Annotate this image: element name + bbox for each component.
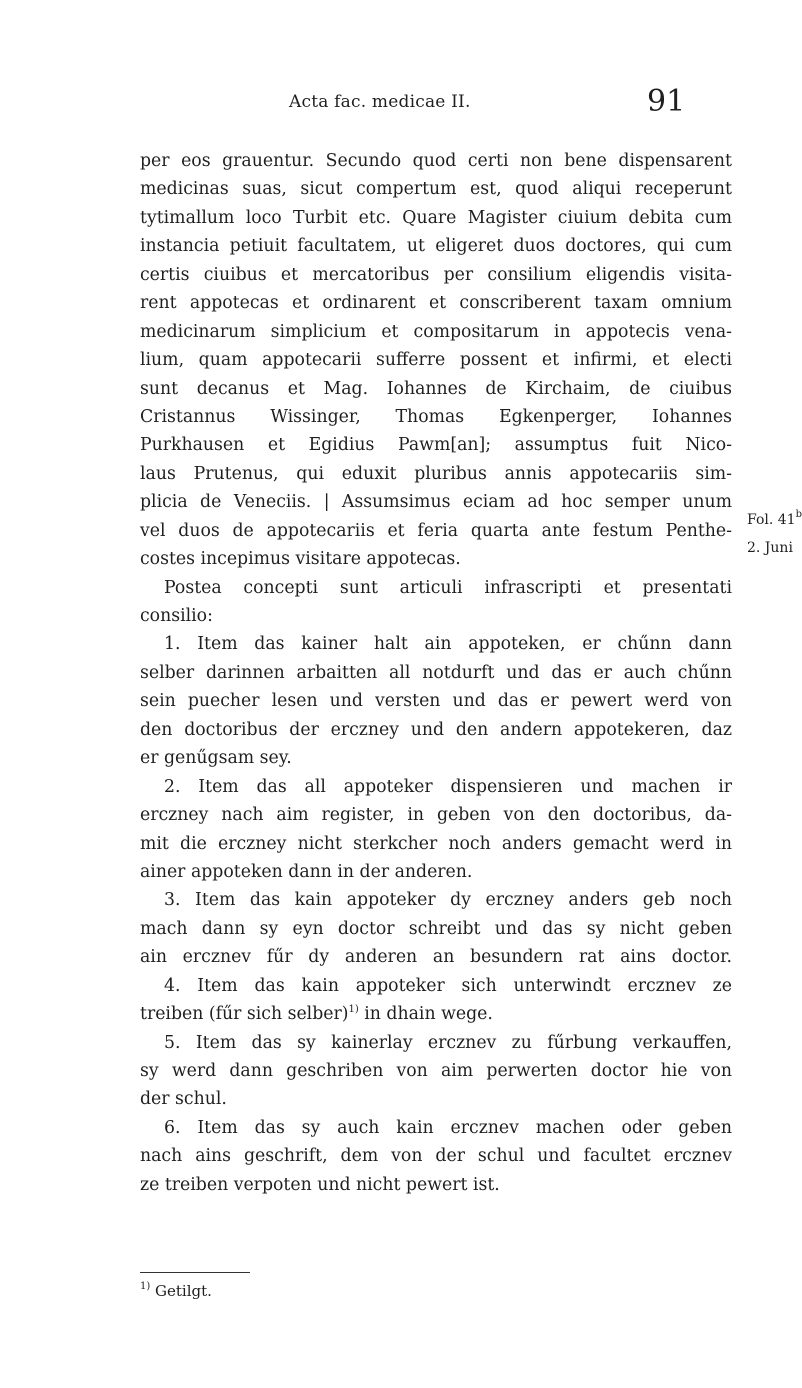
text-line: 5. Item das sy kainerlay ercznev zu fűrbung verkauffen,	[164, 1032, 732, 1053]
text-line: mach dann sy eyn doctor schreibt und das sy nicht geben	[140, 918, 732, 939]
text-line: instancia petiuit facultatem, ut eligeret duos doctores, qui cum	[140, 236, 732, 257]
text-line: der schul.	[140, 1089, 227, 1110]
page-header	[0, 84, 800, 132]
text-line: rent appotecas et ordinarent et conscriberent taxam omnium	[140, 293, 732, 314]
body-text	[140, 147, 732, 1199]
text-line: per eos grauentur. Secundo quod certi non bene dispensarent	[140, 151, 732, 171]
folio-superscript: b	[795, 509, 802, 520]
margin-note-folio	[747, 509, 802, 528]
page-number: 91	[647, 84, 686, 119]
margin-note-date: 2. Juni	[747, 540, 793, 556]
text-line: vel duos de appotecariis et feria quarta ante festum Penthe-	[140, 520, 732, 541]
footnote-marker: 1)	[140, 1281, 151, 1292]
text-line: erczney nach aim register, in geben von den doctoribus, da-	[140, 805, 732, 826]
text-line: sy werd dann geschriben von aim perwerten doctor hie von	[140, 1061, 732, 1081]
text-line: plicia de Veneciis. | Assumsimus eciam ad hoc semper unum	[140, 492, 732, 513]
text-line: medicinas suas, sicut compertum est, quod aliqui receperunt	[140, 179, 732, 200]
text-line: tytimallum loco Turbit etc. Quare Magister ciuium debita cum	[140, 207, 732, 228]
text-line: 6. Item das sy auch kain ercznev machen oder geben	[164, 1117, 732, 1138]
text-line: Postea concepti sunt articuli infrascripti et presentati	[164, 577, 732, 598]
text-line: 1. Item das kainer halt ain appoteken, er chűnn dann	[164, 634, 732, 655]
text-line: ain ercznev fűr dy anderen an besundern rat ains doctor.	[140, 947, 732, 968]
text-line: 2. Item das all appoteker dispensieren und machen ir	[164, 776, 732, 797]
text-line: 4. Item das kain appoteker sich unterwindt ercznev ze	[164, 975, 732, 996]
text-line: ze treiben verpoten und nicht pewert ist.	[140, 1174, 500, 1195]
text-segment: in dhain wege.	[364, 1004, 493, 1025]
text-line: Cristannus Wissinger, Thomas Egkenperger, Iohannes	[140, 406, 732, 427]
text-line: mit die erczney nicht sterkcher noch anders gemacht werd in	[140, 833, 732, 854]
text-segment: treiben (fűr sich selber)	[140, 1004, 349, 1025]
text-line: lium, quam appotecarii sufferre possent et infirmi, et electi	[140, 350, 732, 371]
text-line: medicinarum simplicium et compositarum in appotecis vena-	[140, 321, 732, 342]
text-line: selber darinnen arbaitten all notdurft und das er auch chűnn	[140, 662, 732, 683]
text-line: certis ciuibus et mercatoribus per consilium eligendis visita-	[140, 264, 732, 285]
text-line: er genűgsam sey.	[140, 748, 292, 769]
text-line: consilio:	[140, 606, 213, 626]
text-line: nach ains geschrift, dem von der schul und facultet ercznev	[140, 1146, 732, 1167]
footnote-reference: 1)	[348, 1004, 359, 1016]
running-title: Acta fac. medicae II.	[289, 92, 471, 112]
text-line: Purkhausen et Egidius Pawm[an]; assumptus fuit Nico-	[140, 435, 732, 456]
text-line: sunt decanus et Mag. Iohannes de Kirchaim, de ciuibus	[140, 378, 732, 399]
text-line: 3. Item das kain appoteker dy erczney anders geb noch	[164, 890, 732, 911]
folio-label: Fol. 41	[747, 512, 796, 528]
text-line: costes incepimus visitare appotecas.	[140, 549, 461, 570]
footnote-text: Getilgt.	[155, 1282, 212, 1300]
text-line: den doctoribus der erczney und den andern appotekeren, daz	[140, 719, 732, 740]
text-line: laus Prutenus, qui eduxit pluribus annis appotecariis sim-	[140, 463, 732, 484]
text-line: ainer appoteken dann in der anderen.	[140, 861, 473, 882]
text-line: sein puecher lesen und versten und das er pewert werd von	[140, 691, 732, 712]
text-line-with-footnote	[140, 1000, 732, 1028]
footnote-divider	[140, 1272, 250, 1273]
footnote	[140, 1282, 212, 1300]
